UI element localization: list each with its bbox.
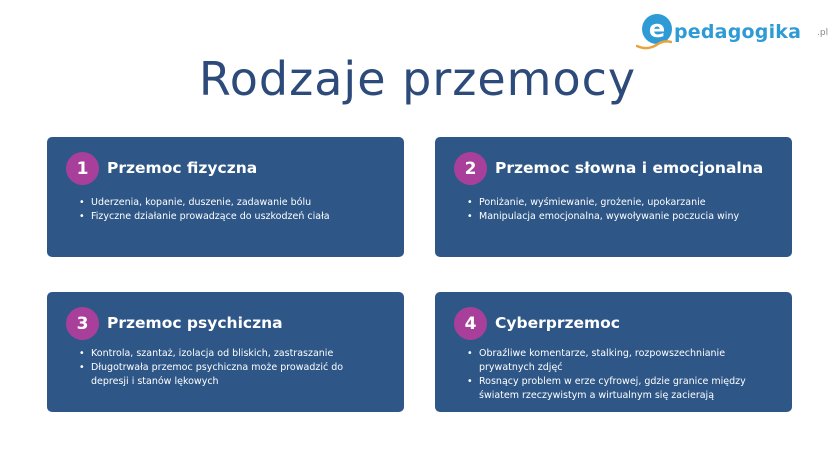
logo-swoosh-icon bbox=[636, 38, 672, 50]
bullet-item: • Rosnący problem w erze cyfrowej, gdzie granice między światem rzeczywistym a wirtualnym się zacierają bbox=[467, 375, 769, 403]
card-number-badge: 2 bbox=[454, 152, 487, 185]
card-bullet-list bbox=[467, 347, 769, 403]
page-title: Rodzaje przemocy bbox=[198, 52, 637, 106]
card-number-badge: 3 bbox=[66, 307, 99, 340]
logo-wordmark: pedagogika bbox=[674, 21, 802, 43]
logo-tld: .pl bbox=[817, 28, 829, 38]
card-heading: Przemoc słowna i emocjonalna bbox=[495, 159, 764, 177]
card-cyberviolence bbox=[435, 292, 792, 412]
logo-e-icon: e bbox=[642, 14, 672, 44]
card-bullet-list bbox=[79, 196, 330, 224]
card-bullet-list bbox=[79, 347, 381, 389]
bullet-item: • Obraźliwe komentarze, stalking, rozpowszechnianie prywatnych zdjęć bbox=[467, 347, 769, 375]
card-heading: Cyberprzemoc bbox=[495, 314, 620, 332]
card-physical-violence bbox=[47, 137, 404, 257]
card-heading: Przemoc psychiczna bbox=[107, 314, 283, 332]
card-number-badge: 4 bbox=[454, 307, 487, 340]
card-heading: Przemoc fizyczna bbox=[107, 159, 258, 177]
card-number-badge: 1 bbox=[66, 152, 99, 185]
epedagogika-logo[interactable] bbox=[636, 12, 831, 52]
card-psychological-violence bbox=[47, 292, 404, 412]
bullet-item: • Długotrwała przemoc psychiczna może prowadzić do depresji i stanów lękowych bbox=[79, 361, 381, 389]
bullet-item: • Poniżanie, wyśmiewanie, grożenie, upokarzanie bbox=[467, 196, 739, 210]
bullet-item: • Kontrola, szantaż, izolacja od bliskich, zastraszanie bbox=[79, 347, 381, 361]
card-bullet-list bbox=[467, 196, 739, 224]
bullet-item: • Manipulacja emocjonalna, wywoływanie poczucia winy bbox=[467, 210, 739, 224]
bullet-item: • Uderzenia, kopanie, duszenie, zadawanie bólu bbox=[79, 196, 330, 210]
bullet-item: • Fizyczne działanie prowadzące do uszkodzeń ciała bbox=[79, 210, 330, 224]
card-verbal-emotional-violence bbox=[435, 137, 792, 257]
